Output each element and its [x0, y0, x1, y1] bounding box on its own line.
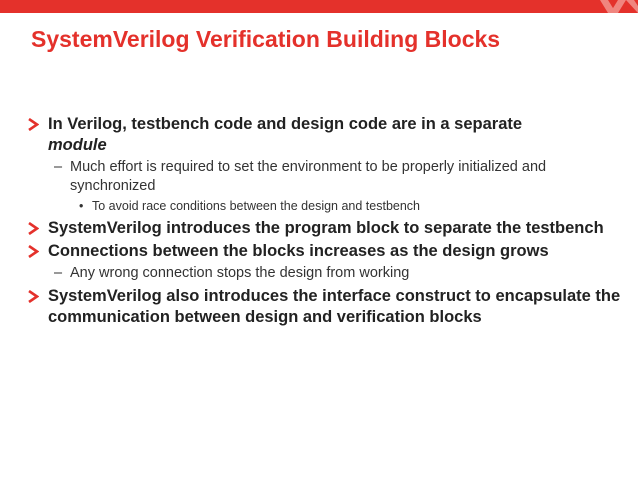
- sub-sub-bullet-item: [24, 198, 624, 214]
- sub-bullet-item: [24, 158, 624, 195]
- dash-bullet: –: [54, 159, 63, 175]
- sub-bullet-text: Any wrong connection stops the design from working: [70, 265, 410, 281]
- chevron-right-icon: [28, 290, 39, 303]
- sub-bullet-item: [24, 264, 624, 283]
- top-accent-bar: [0, 0, 638, 13]
- chevron-right-icon: [28, 245, 39, 258]
- sub-sub-bullet-text: To avoid race conditions between the design and testbench: [92, 199, 421, 213]
- bullet-text: SystemVerilog also introduces the interface construct to encapsulate the communication between design and verification blocks: [48, 286, 621, 326]
- bullet-item: [24, 286, 624, 328]
- dash-bullet: –: [54, 265, 63, 281]
- bullet-list: [24, 114, 624, 330]
- bullet-text-italic: module: [48, 136, 107, 154]
- bullet-item: [24, 114, 624, 156]
- chevron-right-icon: [28, 118, 39, 131]
- bullet-text: SystemVerilog introduces the program block to separate the testbench: [48, 219, 604, 237]
- chevron-right-icon: [28, 222, 39, 235]
- sub-bullet-text: Much effort is required to set the environment to be properly initialized and synchronized: [70, 159, 547, 194]
- logo-x-icon: [578, 0, 638, 13]
- dot-bullet: •: [79, 199, 84, 213]
- bullet-item: [24, 218, 624, 239]
- bullet-text: Connections between the blocks increases as the design grows: [48, 242, 549, 260]
- bullet-text: In Verilog, testbench code and design code are in a separate: [48, 115, 523, 133]
- slide-title: SystemVerilog Verification Building Blocks: [31, 26, 501, 52]
- bullet-item: [24, 241, 624, 262]
